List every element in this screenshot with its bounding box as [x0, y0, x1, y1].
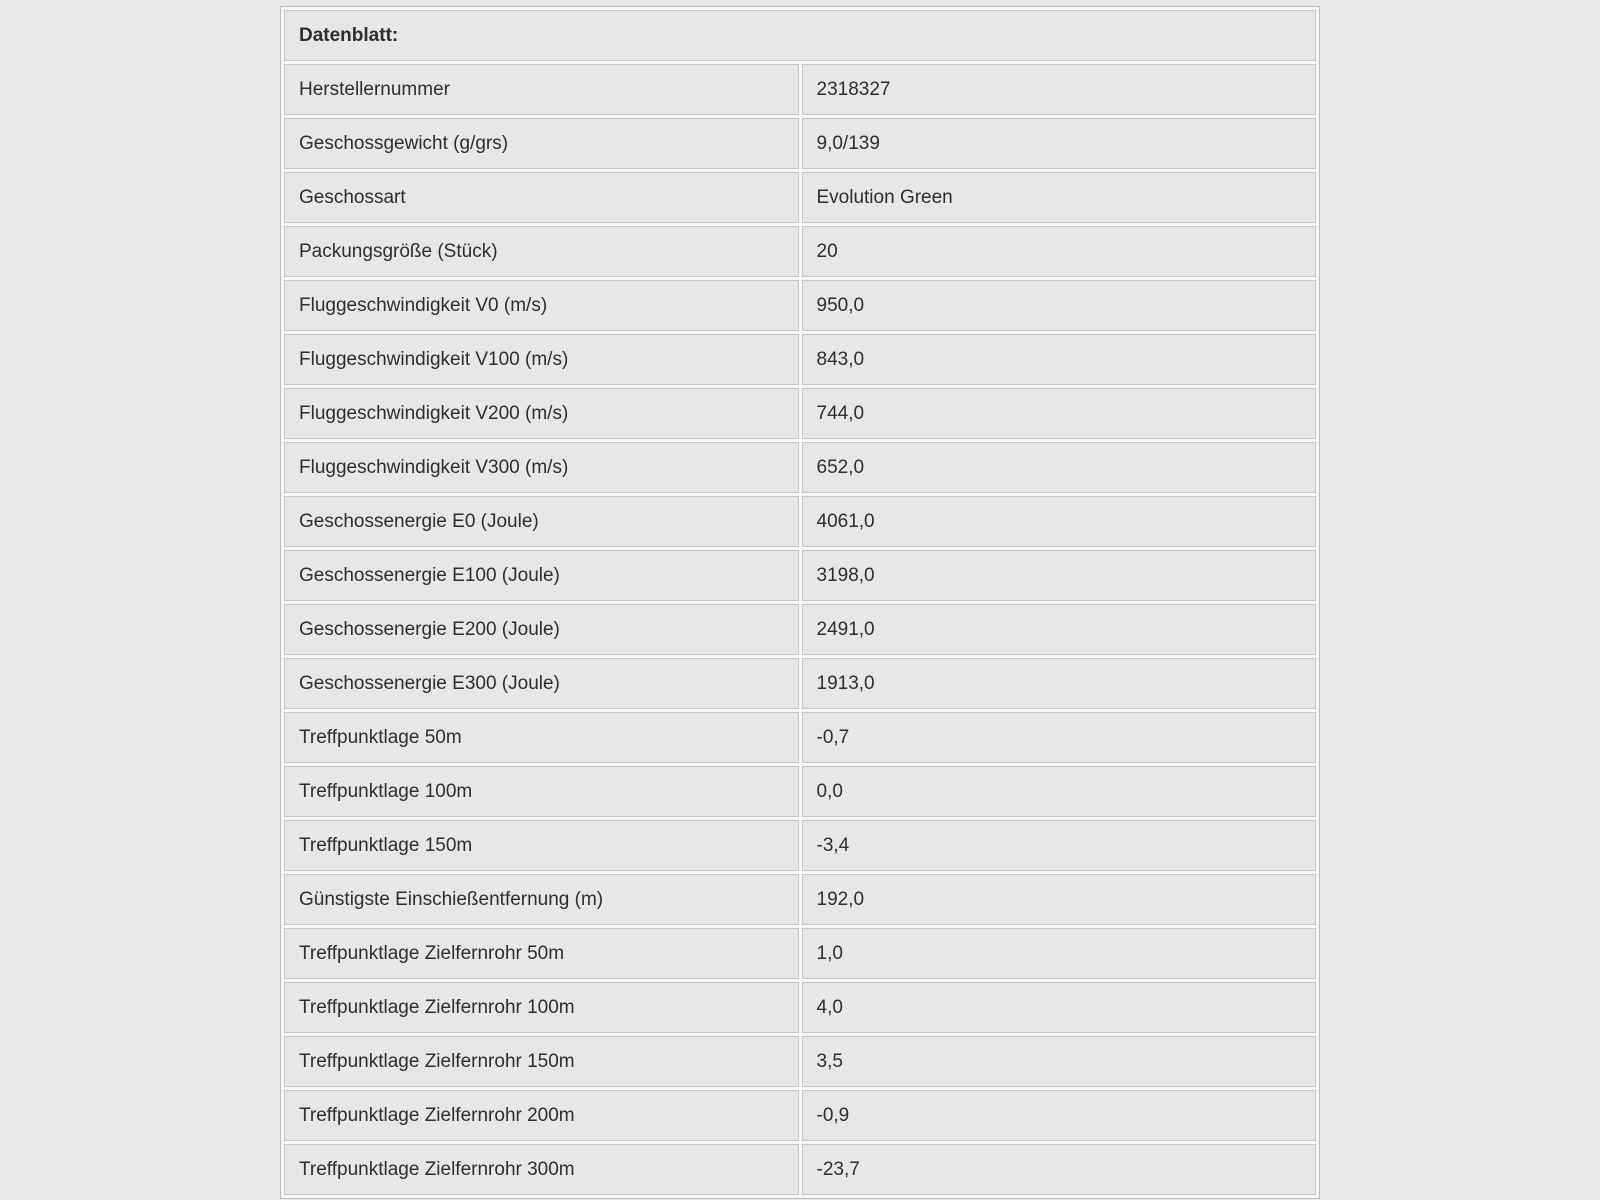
- row-label: Geschossart: [284, 172, 799, 223]
- table-row: [284, 1036, 1316, 1087]
- row-value: 3,5: [802, 1036, 1317, 1087]
- row-value: 4,0: [802, 982, 1317, 1033]
- row-value: 2491,0: [802, 604, 1317, 655]
- datasheet-table: [280, 6, 1320, 1199]
- table-row: [284, 388, 1316, 439]
- row-value: 843,0: [802, 334, 1317, 385]
- row-label: Treffpunktlage 150m: [284, 820, 799, 871]
- row-value: 1913,0: [802, 658, 1317, 709]
- datasheet-title: Datenblatt:: [284, 10, 1316, 61]
- row-value: -3,4: [802, 820, 1317, 871]
- row-value: 4061,0: [802, 496, 1317, 547]
- row-label: Treffpunktlage 100m: [284, 766, 799, 817]
- row-value: 192,0: [802, 874, 1317, 925]
- row-label: Treffpunktlage Zielfernrohr 100m: [284, 982, 799, 1033]
- row-value: Evolution Green: [802, 172, 1317, 223]
- row-label: Treffpunktlage Zielfernrohr 50m: [284, 928, 799, 979]
- datasheet-header-row: [284, 10, 1316, 61]
- table-row: [284, 172, 1316, 223]
- row-value: 652,0: [802, 442, 1317, 493]
- row-label: Fluggeschwindigkeit V300 (m/s): [284, 442, 799, 493]
- row-label: Fluggeschwindigkeit V0 (m/s): [284, 280, 799, 331]
- row-value: 744,0: [802, 388, 1317, 439]
- row-label: Fluggeschwindigkeit V200 (m/s): [284, 388, 799, 439]
- table-row: [284, 982, 1316, 1033]
- table-row: [284, 604, 1316, 655]
- row-value: 2318327: [802, 64, 1317, 115]
- row-label: Treffpunktlage Zielfernrohr 200m: [284, 1090, 799, 1141]
- row-value: 9,0/139: [802, 118, 1317, 169]
- table-row: [284, 226, 1316, 277]
- row-value: -0,7: [802, 712, 1317, 763]
- table-row: [284, 550, 1316, 601]
- row-value: 0,0: [802, 766, 1317, 817]
- datasheet-container: [280, 6, 1320, 1199]
- table-row: [284, 442, 1316, 493]
- row-label: Treffpunktlage 50m: [284, 712, 799, 763]
- row-label: Treffpunktlage Zielfernrohr 300m: [284, 1144, 799, 1195]
- table-row: [284, 766, 1316, 817]
- row-label: Geschossenergie E200 (Joule): [284, 604, 799, 655]
- table-row: [284, 658, 1316, 709]
- row-value: 3198,0: [802, 550, 1317, 601]
- row-value: 20: [802, 226, 1317, 277]
- row-label: Packungsgröße (Stück): [284, 226, 799, 277]
- table-row: [284, 874, 1316, 925]
- table-row: [284, 1090, 1316, 1141]
- row-label: Geschossenergie E0 (Joule): [284, 496, 799, 547]
- row-label: Fluggeschwindigkeit V100 (m/s): [284, 334, 799, 385]
- row-label: Treffpunktlage Zielfernrohr 150m: [284, 1036, 799, 1087]
- row-value: -0,9: [802, 1090, 1317, 1141]
- table-row: [284, 280, 1316, 331]
- row-label: Geschossgewicht (g/grs): [284, 118, 799, 169]
- row-label: Geschossenergie E100 (Joule): [284, 550, 799, 601]
- table-row: [284, 1144, 1316, 1195]
- row-label: Geschossenergie E300 (Joule): [284, 658, 799, 709]
- table-row: [284, 820, 1316, 871]
- table-row: [284, 712, 1316, 763]
- table-row: [284, 334, 1316, 385]
- table-row: [284, 64, 1316, 115]
- row-value: -23,7: [802, 1144, 1317, 1195]
- row-value: 950,0: [802, 280, 1317, 331]
- row-label: Günstigste Einschießentfernung (m): [284, 874, 799, 925]
- row-label: Herstellernummer: [284, 64, 799, 115]
- table-row: [284, 496, 1316, 547]
- table-row: [284, 928, 1316, 979]
- table-row: [284, 118, 1316, 169]
- row-value: 1,0: [802, 928, 1317, 979]
